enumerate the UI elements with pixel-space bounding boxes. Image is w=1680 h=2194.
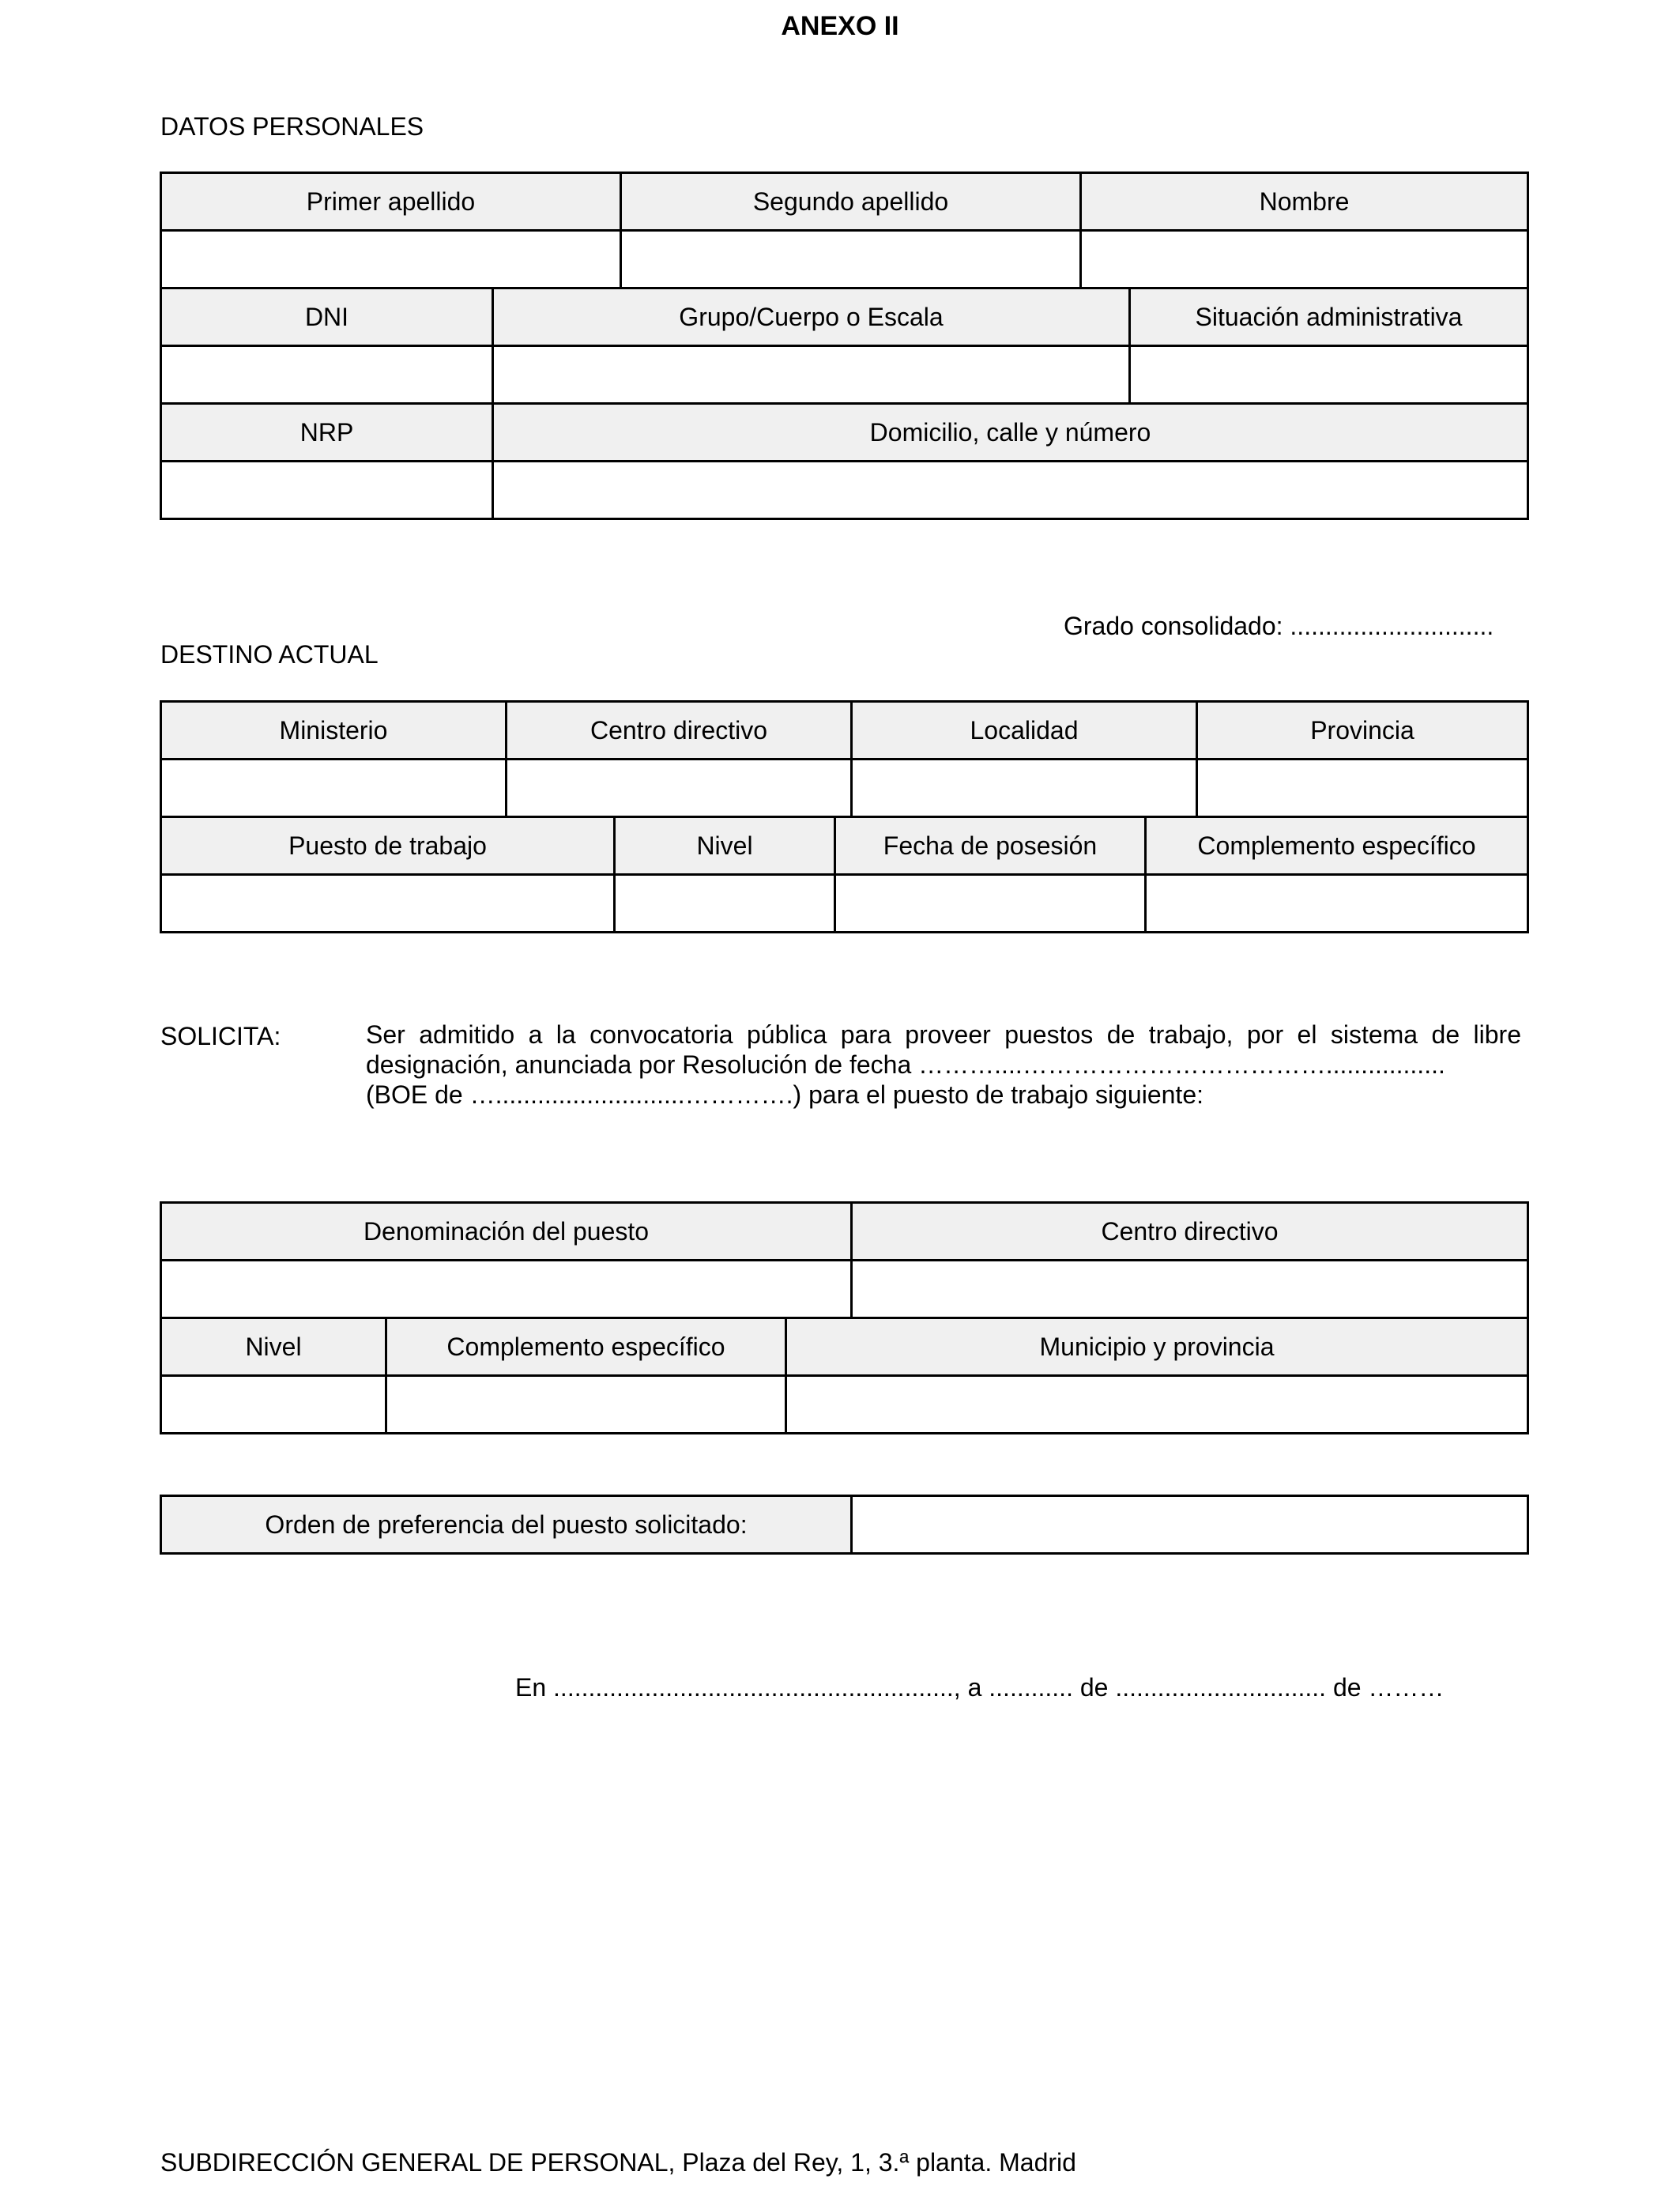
segundo-apellido-label: Segundo apellido bbox=[621, 173, 1081, 231]
fecha-posesion-label: Fecha de posesión bbox=[835, 817, 1146, 875]
datos-personales-heading: DATOS PERSONALES bbox=[160, 112, 424, 141]
nrp-field[interactable] bbox=[161, 462, 493, 519]
orden-preferencia-table bbox=[160, 1495, 1529, 1555]
ministerio-label: Ministerio bbox=[161, 702, 507, 760]
nombre-label: Nombre bbox=[1081, 173, 1528, 231]
solicita-line-3: (BOE de …...........................………….) para el puesto de trabajo siguiente: bbox=[366, 1080, 1203, 1109]
dni-field[interactable] bbox=[161, 346, 493, 404]
ministerio-field[interactable] bbox=[161, 760, 507, 817]
grado-consolidado: Grado consolidado: ............................. bbox=[1064, 612, 1494, 640]
complemento-especifico-label: Complemento específico bbox=[1146, 817, 1528, 875]
primer-apellido-field[interactable] bbox=[161, 231, 621, 288]
puesto-complemento-field[interactable] bbox=[386, 1376, 786, 1434]
puesto-table-1 bbox=[160, 1201, 1529, 1319]
nrp-label: NRP bbox=[161, 404, 493, 462]
nivel-field[interactable] bbox=[615, 875, 835, 933]
domicilio-label: Domicilio, calle y número bbox=[493, 404, 1528, 462]
nivel-label: Nivel bbox=[615, 817, 835, 875]
situacion-administrativa-label: Situación administrativa bbox=[1130, 288, 1528, 346]
complemento-especifico-field[interactable] bbox=[1146, 875, 1528, 933]
fecha-lugar-line: En ........................................................., a ............ de .............................. de ……… bbox=[515, 1673, 1445, 1702]
puesto-nivel-label: Nivel bbox=[161, 1318, 386, 1376]
denominacion-puesto-label: Denominación del puesto bbox=[161, 1203, 852, 1261]
primer-apellido-label: Primer apellido bbox=[161, 173, 621, 231]
orden-preferencia-label: Orden de preferencia del puesto solicitado: bbox=[161, 1496, 852, 1554]
grupo-cuerpo-field[interactable] bbox=[493, 346, 1130, 404]
centro-directivo-label: Centro directivo bbox=[507, 702, 852, 760]
orden-preferencia-field[interactable] bbox=[852, 1496, 1528, 1554]
localidad-field[interactable] bbox=[852, 760, 1197, 817]
provincia-label: Provincia bbox=[1197, 702, 1528, 760]
domicilio-field[interactable] bbox=[493, 462, 1528, 519]
solicita-label: SOLICITA: bbox=[160, 1022, 281, 1050]
destino-actual-table-1 bbox=[160, 700, 1529, 818]
puesto-centro-directivo-label: Centro directivo bbox=[852, 1203, 1528, 1261]
municipio-provincia-field[interactable] bbox=[786, 1376, 1528, 1434]
puesto-complemento-label: Complemento específico bbox=[386, 1318, 786, 1376]
grupo-cuerpo-label: Grupo/Cuerpo o Escala bbox=[493, 288, 1130, 346]
solicita-line-1: Ser admitido a la convocatoria pública para proveer puestos de trabajo, por el sistema de libre bbox=[366, 1020, 1521, 1049]
situacion-administrativa-field[interactable] bbox=[1130, 346, 1528, 404]
solicita-text bbox=[366, 1020, 1521, 1110]
datos-personales-table-3 bbox=[160, 402, 1529, 520]
puesto-trabajo-label: Puesto de trabajo bbox=[161, 817, 615, 875]
datos-personales-table-2 bbox=[160, 287, 1529, 405]
segundo-apellido-field[interactable] bbox=[621, 231, 1081, 288]
puesto-table-2 bbox=[160, 1317, 1529, 1434]
denominacion-puesto-field[interactable] bbox=[161, 1261, 852, 1318]
footer-address: SUBDIRECCIÓN GENERAL DE PERSONAL, Plaza del Rey, 1, 3.ª planta. Madrid bbox=[160, 2148, 1076, 2177]
destino-actual-heading: DESTINO ACTUAL bbox=[160, 640, 379, 669]
destino-actual-table-2 bbox=[160, 816, 1529, 933]
nombre-field[interactable] bbox=[1081, 231, 1528, 288]
page-title: ANEXO II bbox=[781, 11, 899, 41]
centro-directivo-field[interactable] bbox=[507, 760, 852, 817]
fecha-posesion-field[interactable] bbox=[835, 875, 1146, 933]
solicita-line-2: designación, anunciada por Resolución de fecha ………....………………………………................. bbox=[366, 1050, 1445, 1079]
dni-label: DNI bbox=[161, 288, 493, 346]
puesto-nivel-field[interactable] bbox=[161, 1376, 386, 1434]
datos-personales-table-1 bbox=[160, 172, 1529, 289]
localidad-label: Localidad bbox=[852, 702, 1197, 760]
puesto-centro-directivo-field[interactable] bbox=[852, 1261, 1528, 1318]
puesto-trabajo-field[interactable] bbox=[161, 875, 615, 933]
municipio-provincia-label: Municipio y provincia bbox=[786, 1318, 1528, 1376]
provincia-field[interactable] bbox=[1197, 760, 1528, 817]
